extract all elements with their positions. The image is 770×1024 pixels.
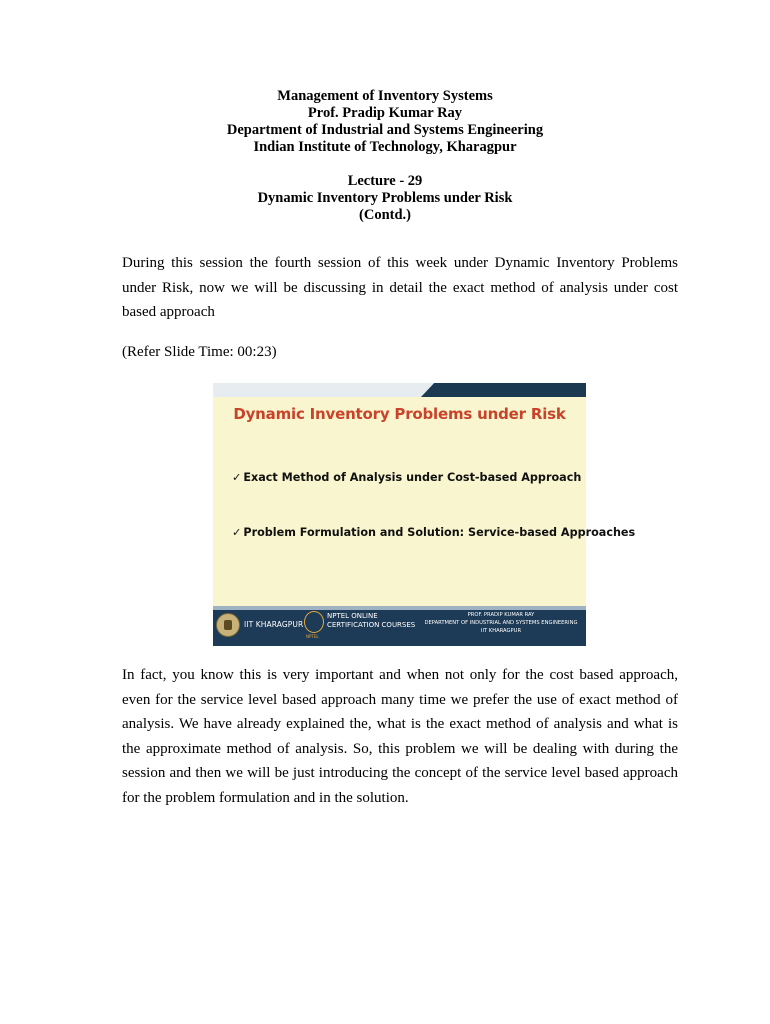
slide-bullet-text: Problem Formulation and Solution: Service-based Approaches [243, 526, 636, 539]
footer-credit-department: DEPARTMENT OF INDUSTRIAL AND SYSTEMS ENGINEERING [424, 620, 578, 626]
body-paragraph: In fact, you know this is very important and when not only for the cost based approach, even for the service level based approach many time we prefer the use of exact method of analysis. We have already explained the, what is the exact method of analysis and what is the approximate method of analysis. So, this problem we will be dealing with during the session and then we will be just introducing the concept of the service level based approach for the problem formulation and in the solution. [122, 667, 678, 806]
slide-bullet [232, 471, 581, 484]
document-header [0, 88, 770, 156]
check-icon: ✓ [232, 471, 242, 484]
department-name: Department of Industrial and Systems Engineering [226, 122, 544, 138]
slide-footer [213, 606, 586, 646]
lecture-heading [0, 173, 770, 224]
footer-nptel-text [327, 612, 415, 630]
footer-credit [421, 611, 581, 635]
nptel-logo-icon [304, 611, 324, 633]
slide-top-bar [213, 383, 586, 397]
nptel-logo-label: NPTEL [306, 634, 319, 639]
check-icon: ✓ [232, 526, 242, 539]
course-title: Management of Inventory Systems [277, 88, 493, 104]
slide-bullet [232, 526, 635, 539]
footer-credit-professor: PROF. PRADIP KUMAR RAY [467, 612, 535, 618]
slide-time-reference: (Refer Slide Time: 00:23) [122, 344, 277, 360]
footer-nptel-line2: CERTIFICATION COURSES [327, 621, 416, 629]
footer-credit-institute: IIT KHARAGPUR [480, 628, 522, 634]
footer-iit-label: IIT KHARAGPUR [244, 620, 304, 629]
slide-title: Dynamic Inventory Problems under Risk [233, 405, 566, 423]
slide-footer-stripe [213, 606, 586, 610]
lecture-title: Dynamic Inventory Problems under Risk [257, 190, 513, 206]
intro-paragraph: During this session the fourth session of this week under Dynamic Inventory Problems under Risk, now we will be discussing in detail the exact method of analysis under cost based approach [122, 255, 678, 320]
slide-bullet-text: Exact Method of Analysis under Cost-based Approach [243, 471, 582, 484]
slide-top-bar-dark [421, 383, 586, 397]
lecture-slide-image [213, 383, 636, 646]
lecture-subtitle: (Contd.) [359, 207, 411, 223]
lecture-number: Lecture - 29 [347, 173, 423, 189]
iit-logo-icon [216, 613, 240, 637]
professor-name: Prof. Pradip Kumar Ray [307, 105, 463, 121]
institute-name: Indian Institute of Technology, Kharagpur [253, 139, 517, 155]
footer-nptel-line1: NPTEL ONLINE [327, 612, 378, 620]
